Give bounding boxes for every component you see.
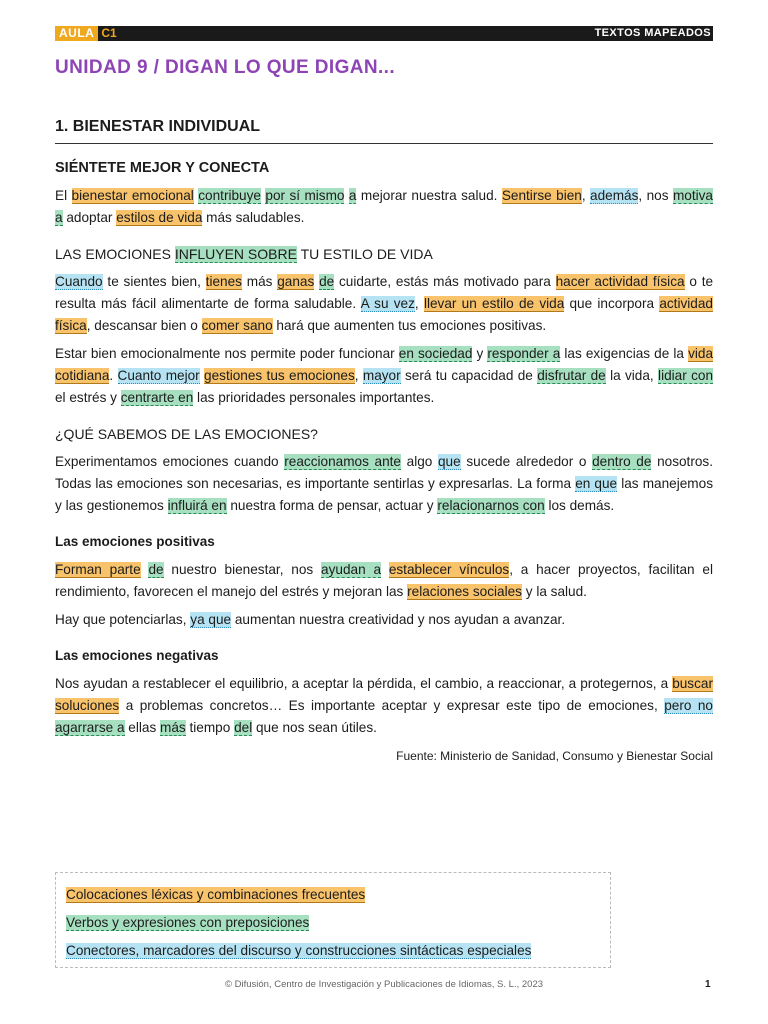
highlighted-phrase: dentro de [592,454,652,469]
highlighted-phrase: bienestar emocional [71,188,194,203]
highlighted-phrase: INFLUYEN SOBRE [174,246,297,262]
text-run: . [109,368,118,383]
series-label: TEXTOS MAPEADOS [594,27,711,39]
text-run: tiempo [185,720,235,735]
legend-item-collocations: Colocaciones léxicas y combinaciones frecuentes [66,887,366,902]
highlighted-phrase: disfrutar de [537,368,606,383]
text-run: sucede alrededor o [460,454,593,469]
text-run: , [581,188,591,203]
highlighted-phrase: contribuye [198,188,261,203]
highlighted-phrase: en que [575,476,618,491]
text-run: , descansar bien o [86,318,202,333]
highlighted-phrase: buscar soluciones [55,676,713,713]
highlighted-phrase: vida cotidiana [55,346,713,383]
aula-logo [55,26,120,41]
highlighted-phrase: tienes [205,274,242,289]
text-run: las exigencias de la [560,346,689,361]
highlighted-phrase: responder a [487,346,561,361]
subheading-positive [55,531,713,553]
highlighted-phrase: ya que [190,612,232,627]
subheading-negative [55,645,713,667]
text-run: cuidarte, estás más motivado para [334,274,556,289]
article-title: SIÉNTETE MEJOR Y CONECTA [55,160,270,176]
highlighted-phrase: relaciones sociales [407,584,522,599]
source-citation: Fuente: Ministerio de Sanidad, Consumo y Bienestar Social [396,749,713,763]
text-run: , [414,296,424,311]
logo-word: AULA [55,26,98,41]
paragraph-3 [55,451,713,517]
text-run: que nos sean útiles. [252,720,377,735]
text-run: nosotros. Todas las emociones son necesarias, es importante sentirlas y expresarlas. La forma [55,454,713,491]
text-run: Las emociones negativas [55,648,219,663]
highlighted-phrase: estilos de vida [116,210,203,225]
text-run: más saludables. [202,210,305,225]
text-run: Estar bien emocionalmente nos permite poder funcionar [55,346,399,361]
text-run: hará que aumenten tus emociones positivas. [272,318,547,333]
header-bar [55,26,713,41]
paragraph-2 [55,343,713,409]
text-run: nuestro bienestar, nos [163,562,322,577]
highlighted-phrase: del [234,720,253,735]
text-run: la vida, [605,368,659,383]
text-run: el estrés y [55,390,121,405]
paragraph-1 [55,271,713,337]
text-run: , a hacer proyectos, facilitan el rendimiento, favorecen el manejo del estrés y mejoran las [55,562,713,599]
text-run: LAS EMOCIONES [55,246,175,262]
text-run: más [241,274,278,289]
text-run: o te resulta más fácil alimentarte de forma saludable. [55,274,714,311]
highlighted-phrase: de [148,562,164,577]
subheading-what-we-know [55,423,713,445]
highlighted-phrase: pero no [664,698,713,713]
unit-title: UNIDAD 9 / DIGAN LO QUE DIGAN... [55,57,396,78]
highlighted-phrase: lidiar con [658,368,714,383]
highlighted-phrase: además [590,188,639,203]
highlighted-phrase: Cuando [55,274,103,289]
legend-item-prepositions: Verbos y expresiones con preposiciones [66,915,310,930]
highlighted-phrase: centrarte en [120,390,194,405]
text-run [381,562,389,577]
text-run: los demás. [544,498,615,513]
highlighted-phrase: que [438,454,461,469]
text-run: y [472,346,488,361]
intro-paragraph [55,185,713,229]
highlighted-phrase: ayudan a [321,562,381,577]
text-run: ellas [124,720,161,735]
highlighted-phrase: actividad física [55,296,713,333]
highlighted-phrase: hacer actividad física [555,274,685,289]
highlighted-phrase: agarrarse a [55,720,125,735]
highlighted-phrase: más [160,720,186,735]
highlighted-phrase: ganas [277,274,315,289]
text-run: Hay que potenciarlas, [55,612,191,627]
text-run: algo [401,454,438,469]
text-run: las prioridades personales importantes. [193,390,435,405]
highlighted-phrase: Cuanto mejor [117,368,200,383]
highlighted-phrase: en sociedad [398,346,473,361]
text-run: mejorar nuestra salud. [356,188,502,203]
text-run: , nos [638,188,673,203]
paragraph-6 [55,673,713,739]
text-run: será tu capacidad de [400,368,538,383]
text-run: ¿QUÉ SABEMOS DE LAS EMOCIONES? [55,426,318,442]
text-run: Experimentamos emociones cuando [55,454,285,469]
text-run: TU ESTILO DE VIDA [296,246,433,262]
highlighted-phrase: comer sano [201,318,273,333]
article [55,157,713,767]
highlight-legend [55,872,611,968]
page-number: 1 [705,979,711,990]
highlighted-phrase: gestiones tus emociones [204,368,355,383]
text-run: a problemas concretos… Es importante aceptar y expresar este tipo de emociones, [119,698,665,713]
highlighted-phrase: Forman parte [55,562,141,577]
highlighted-phrase: llevar un estilo de vida [423,296,565,311]
copyright-footer: © Difusión, Centro de Investigación y Publicaciones de Idiomas, S. L., 2023 [224,979,544,990]
highlighted-phrase: Sentirse bien [501,188,582,203]
text-run: nuestra forma de pensar, actuar y [226,498,438,513]
text-run: que incorpora [564,296,660,311]
logo-level: C1 [98,26,119,41]
highlighted-phrase: de [319,274,335,289]
legend-item-connectors: Conectores, marcadores del discurso y construcciones sintácticas especiales [66,943,532,958]
text-run: El [55,188,72,203]
text-run: aumentan nuestra creatividad y nos ayudan a avanzar. [231,612,566,627]
paragraph-4 [55,559,713,603]
highlighted-phrase: motiva a [55,188,713,225]
section-title: 1. BIENESTAR INDIVIDUAL [55,118,713,144]
text-run: las manejemos y las gestionemos [55,476,713,513]
highlighted-phrase: por sí mismo [265,188,345,203]
highlighted-phrase: a [348,188,357,203]
text-run: Nos ayudan a restablecer el equilibrio, a aceptar la pérdida, el cambio, a reaccionar, a protegernos, a [55,676,673,691]
paragraph-5 [55,609,713,631]
subheading-influence [55,243,713,265]
highlighted-phrase: reaccionamos ante [284,454,401,469]
text-run: te sientes bien, [102,274,206,289]
highlighted-phrase: A su vez [360,296,415,311]
text-run: , [354,368,363,383]
highlighted-phrase: mayor [362,368,401,383]
text-run: adoptar [62,210,117,225]
highlighted-phrase: relacionarnos con [437,498,545,513]
highlighted-phrase: establecer vínculos [388,562,510,577]
text-run: Las emociones positivas [55,534,215,549]
text-run: y la salud. [521,584,587,599]
highlighted-phrase: influirá en [167,498,227,513]
